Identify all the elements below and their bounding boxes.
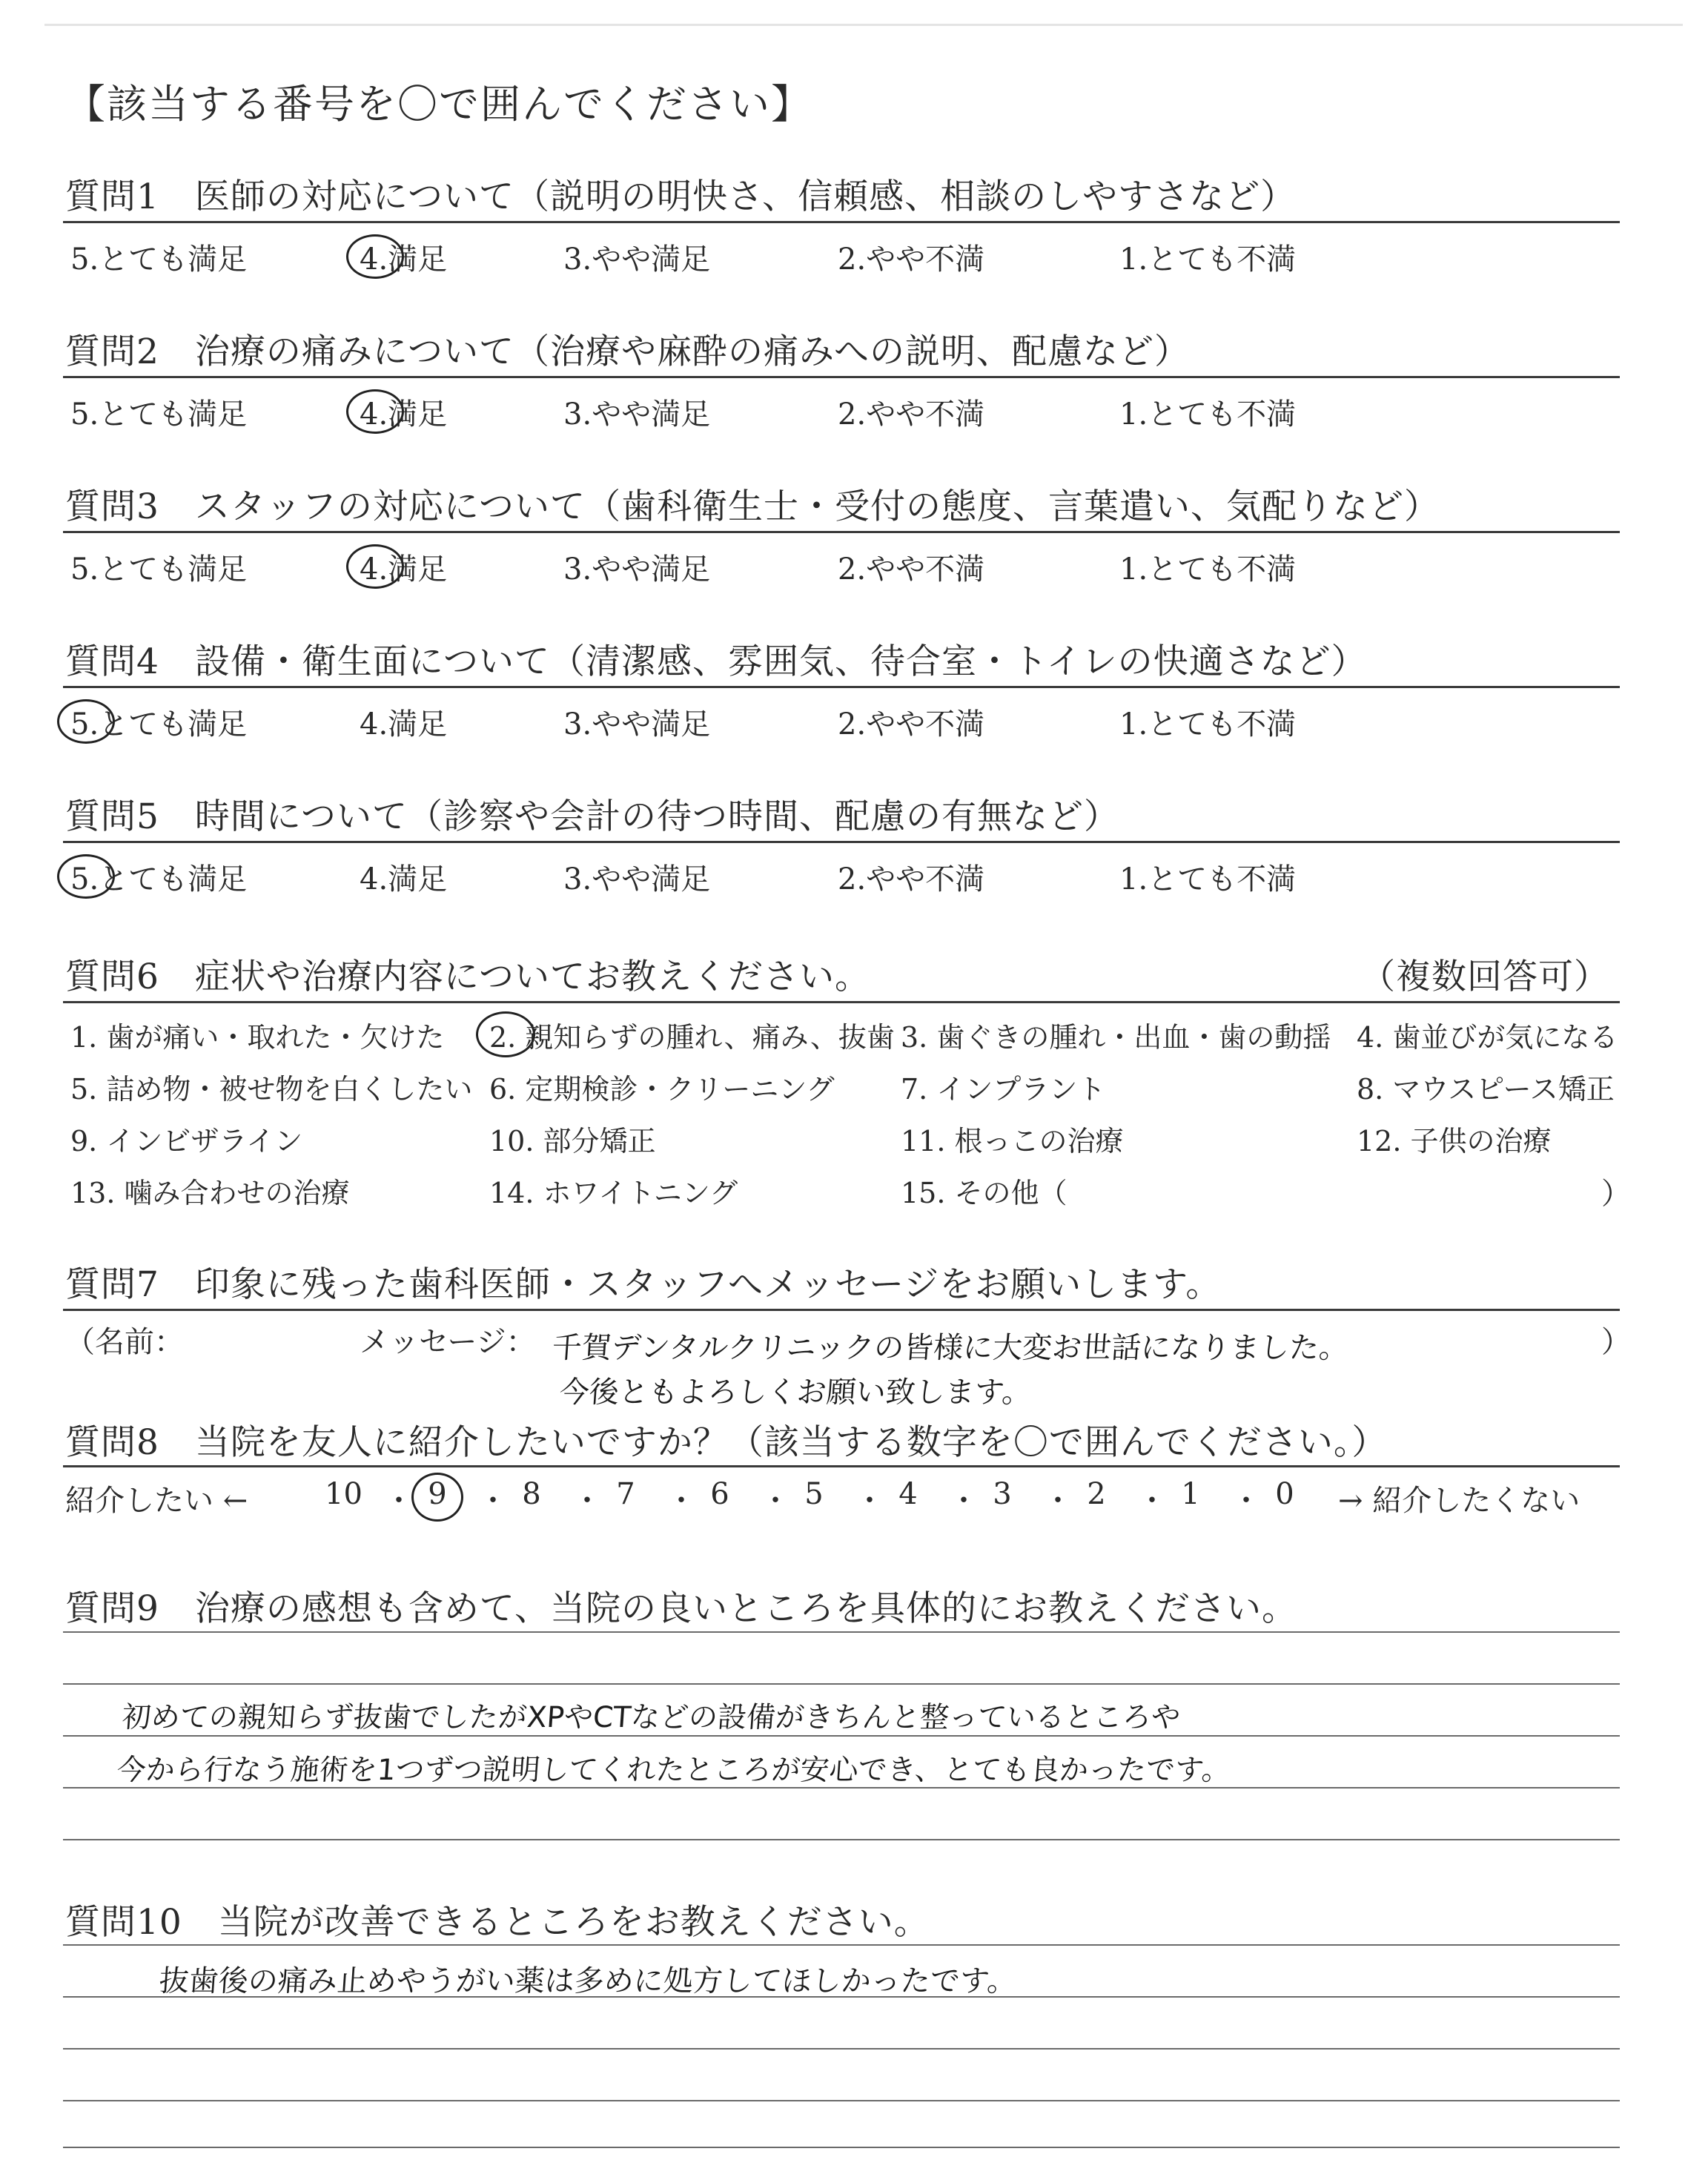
q2-option-2[interactable]: 2.やや不満 bbox=[838, 397, 985, 432]
q4-option-4[interactable]: 4.満足 bbox=[360, 707, 448, 742]
q1-option-3[interactable]: 3.やや満足 bbox=[563, 242, 711, 277]
q4-title: 質問4 設備・衛生面について（清潔感、雰囲気、待合室・トイレの快適さなど） bbox=[65, 641, 1367, 682]
q1-option-4[interactable]: 4.満足 bbox=[360, 242, 448, 277]
q5-option-1[interactable]: 1.とても不満 bbox=[1119, 862, 1297, 896]
q8-number-6[interactable]: 6 bbox=[710, 1477, 729, 1511]
q8-number-10[interactable]: 10 bbox=[325, 1477, 363, 1511]
q2-title: 質問2 治療の痛みについて（治療や麻酔の痛みへの説明、配慮など） bbox=[65, 331, 1191, 372]
q6-close-paren: ） bbox=[1601, 1177, 1631, 1211]
q9-line-1 bbox=[63, 1631, 1620, 1633]
q8-separator-dot: ・ bbox=[572, 1484, 602, 1518]
q9-answer-line2: 今から行なう施術を1つずつ説明してくれたところが安心でき、とても良かったです。 bbox=[116, 1754, 1232, 1787]
q1-option-2[interactable]: 2.やや不満 bbox=[838, 242, 985, 277]
q3-title: 質問3 スタッフの対応について（歯科衛生士・受付の態度、言葉遣い、気配りなど） bbox=[65, 486, 1440, 527]
q9-line-5 bbox=[63, 1839, 1620, 1840]
q1-selection-circle bbox=[346, 234, 404, 279]
q7-name-label: （名前： bbox=[65, 1325, 184, 1359]
q7-message-line2: 今後ともよろしくお願い致します。 bbox=[558, 1375, 1033, 1410]
q5-rule bbox=[63, 841, 1620, 843]
q10-line-1 bbox=[63, 1944, 1620, 1946]
q7-message-label: メッセージ： bbox=[360, 1325, 536, 1359]
q8-right-label: → 紹介したくない bbox=[1338, 1484, 1580, 1518]
q8-separator-dot: ・ bbox=[855, 1484, 884, 1518]
q6-option-13[interactable]: 13. 噛み合わせの治療 bbox=[70, 1177, 350, 1209]
q3-rule bbox=[63, 531, 1620, 533]
q4-option-5[interactable]: 5.とても満足 bbox=[70, 707, 248, 742]
q3-option-3[interactable]: 3.やや満足 bbox=[563, 552, 711, 587]
q8-number-8[interactable]: 8 bbox=[522, 1477, 541, 1511]
q6-option-2[interactable]: 2. 親知らずの腫れ、痛み、抜歯 bbox=[489, 1021, 895, 1054]
scan-edge bbox=[44, 24, 1683, 26]
q8-title: 質問8 当院を友人に紹介したいですか？（該当する数字を〇で囲んでください。） bbox=[65, 1422, 1388, 1463]
q8-number-0[interactable]: 0 bbox=[1275, 1477, 1294, 1511]
q2-selection-circle bbox=[346, 389, 404, 434]
q8-separator-dot: ・ bbox=[478, 1484, 508, 1518]
q8-separator-dot: ・ bbox=[1043, 1484, 1073, 1518]
q6-option-7[interactable]: 7. インプラント bbox=[901, 1073, 1106, 1106]
q5-option-4[interactable]: 4.満足 bbox=[360, 862, 448, 896]
q9-title: 質問9 治療の感想も含めて、当院の良いところを具体的にお教えください。 bbox=[65, 1588, 1297, 1629]
q6-rule bbox=[63, 1001, 1620, 1003]
q3-option-5[interactable]: 5.とても満足 bbox=[70, 552, 248, 587]
q6-option-1[interactable]: 1. 歯が痛い・取れた・欠けた bbox=[70, 1021, 445, 1054]
q3-option-4[interactable]: 4.満足 bbox=[360, 552, 448, 587]
q8-number-1[interactable]: 1 bbox=[1181, 1477, 1200, 1511]
form-header: 【該当する番号を〇で囲んでください】 bbox=[65, 81, 812, 128]
q2-option-4[interactable]: 4.満足 bbox=[360, 397, 448, 432]
q3-option-1[interactable]: 1.とても不満 bbox=[1119, 552, 1297, 587]
q2-rule bbox=[63, 376, 1620, 378]
q3-selection-circle bbox=[346, 544, 404, 589]
q8-separator-dot: ・ bbox=[761, 1484, 790, 1518]
q10-answer-line1: 抜歯後の痛み止めやうがい薬は多めに処方してほしかったです。 bbox=[158, 1964, 1019, 1998]
q5-title: 質問5 時間について（診察や会計の待つ時間、配慮の有無など） bbox=[65, 796, 1119, 837]
q7-rule bbox=[63, 1309, 1620, 1311]
q6-option-6[interactable]: 6. 定期検診・クリーニング bbox=[489, 1073, 835, 1106]
q8-separator-dot: ・ bbox=[1137, 1484, 1167, 1518]
q6-option-12[interactable]: 12. 子供の治療 bbox=[1357, 1125, 1552, 1157]
q8-left-label: 紹介したい ← bbox=[65, 1484, 248, 1518]
q6-title: 質問6 症状や治療内容についてお教えください。 bbox=[65, 957, 870, 997]
q10-line-3 bbox=[63, 2048, 1620, 2050]
q6-option-15[interactable]: 15. その他（ bbox=[901, 1177, 1068, 1209]
q4-selection-circle bbox=[57, 699, 115, 744]
q7-title: 質問7 印象に残った歯科医師・スタッフへメッセージをお願いします。 bbox=[65, 1264, 1222, 1305]
q2-option-3[interactable]: 3.やや満足 bbox=[563, 397, 711, 432]
q4-option-3[interactable]: 3.やや満足 bbox=[563, 707, 711, 742]
q8-number-4[interactable]: 4 bbox=[898, 1477, 918, 1511]
q6-option-8[interactable]: 8. マウスピース矯正 bbox=[1357, 1073, 1615, 1106]
q6-option-14[interactable]: 14. ホワイトニング bbox=[489, 1177, 738, 1209]
q8-rule bbox=[63, 1465, 1620, 1467]
q8-number-2[interactable]: 2 bbox=[1087, 1477, 1106, 1511]
q9-answer-line1: 初めての親知らず抜歯でしたがXPやCTなどの設備がきちんと整っているところや bbox=[121, 1701, 1182, 1734]
q8-separator-dot: ・ bbox=[666, 1484, 696, 1518]
q1-title: 質問1 医師の対応について（説明の明快さ、信頼感、相談のしやすさなど） bbox=[65, 176, 1297, 217]
q1-option-5[interactable]: 5.とても満足 bbox=[70, 242, 248, 277]
q6-option-3[interactable]: 3. 歯ぐきの腫れ・出血・歯の動揺 bbox=[901, 1021, 1331, 1054]
q5-option-3[interactable]: 3.やや満足 bbox=[563, 862, 711, 896]
q1-rule bbox=[63, 221, 1620, 223]
q6-selection-circle bbox=[476, 1011, 535, 1057]
q6-option-9[interactable]: 9. インビザライン bbox=[70, 1125, 303, 1157]
q8-number-7[interactable]: 7 bbox=[616, 1477, 635, 1511]
q8-number-5[interactable]: 5 bbox=[804, 1477, 824, 1511]
q6-option-4[interactable]: 4. 歯並びが気になる bbox=[1357, 1021, 1618, 1054]
q7-message-line1: 千賀デンタルクリニックの皆様に大変お世話になりました。 bbox=[551, 1331, 1350, 1365]
q2-option-1[interactable]: 1.とても不満 bbox=[1119, 397, 1297, 432]
q2-option-5[interactable]: 5.とても満足 bbox=[70, 397, 248, 432]
q10-line-4 bbox=[63, 2100, 1620, 2101]
q10-line-5 bbox=[63, 2147, 1620, 2148]
q1-option-1[interactable]: 1.とても不満 bbox=[1119, 242, 1297, 277]
q6-option-5[interactable]: 5. 詰め物・被せ物を白くしたい bbox=[70, 1073, 473, 1106]
q5-selection-circle bbox=[57, 854, 115, 899]
q6-note: （複数回答可） bbox=[1360, 957, 1609, 997]
q3-option-2[interactable]: 2.やや不満 bbox=[838, 552, 985, 587]
q8-number-3[interactable]: 3 bbox=[993, 1477, 1012, 1511]
q8-separator-dot: ・ bbox=[1231, 1484, 1261, 1518]
q8-number-9[interactable]: 9 bbox=[428, 1477, 447, 1511]
q5-option-5[interactable]: 5.とても満足 bbox=[70, 862, 248, 896]
q8-separator-dot: ・ bbox=[949, 1484, 979, 1518]
q8-selection-circle bbox=[411, 1473, 463, 1522]
q4-rule bbox=[63, 686, 1620, 688]
q4-option-2[interactable]: 2.やや不満 bbox=[838, 707, 985, 742]
q5-option-2[interactable]: 2.やや不満 bbox=[838, 862, 985, 896]
q9-line-2 bbox=[63, 1683, 1620, 1685]
q6-option-11[interactable]: 11. 根っこの治療 bbox=[901, 1125, 1124, 1157]
q6-option-10[interactable]: 10. 部分矯正 bbox=[489, 1125, 656, 1157]
q10-title: 質問10 当院が改善できるところをお教えください。 bbox=[65, 1902, 930, 1943]
q7-close-paren: ） bbox=[1601, 1325, 1631, 1359]
q4-option-1[interactable]: 1.とても不満 bbox=[1119, 707, 1297, 742]
q8-separator-dot: ・ bbox=[384, 1484, 414, 1518]
